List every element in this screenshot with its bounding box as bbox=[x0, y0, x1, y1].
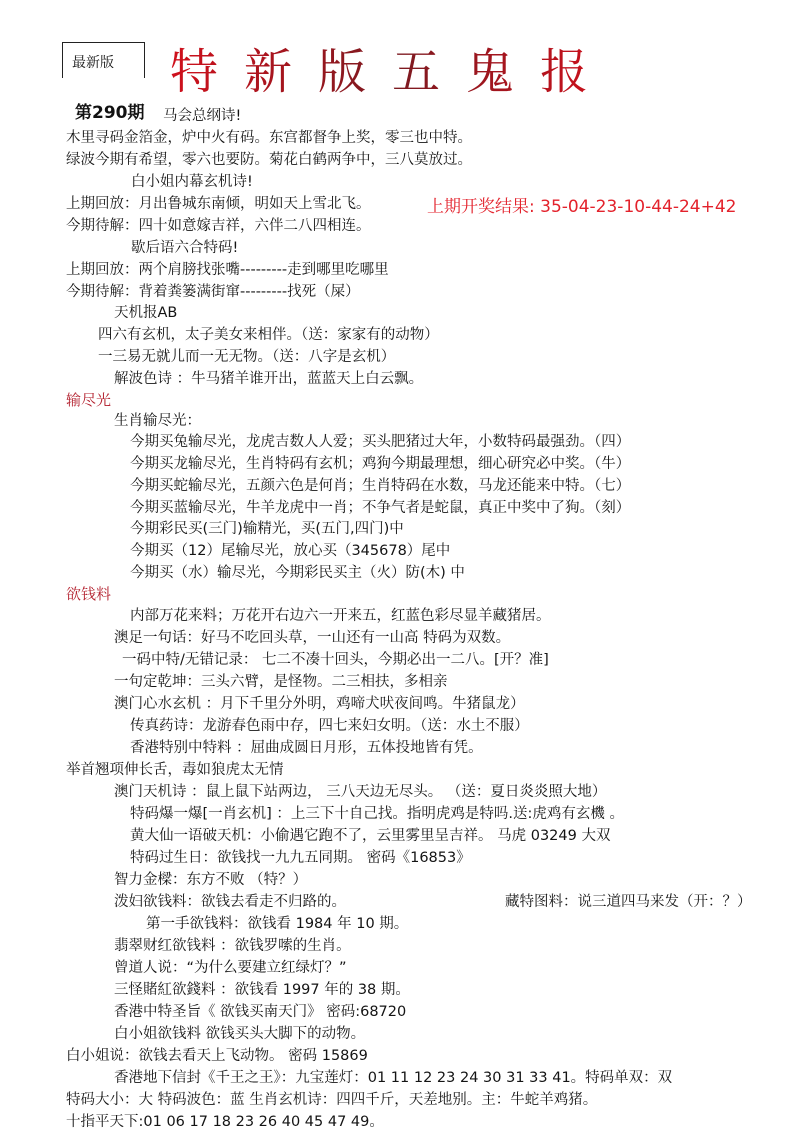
money-line: 十指平天下:01 06 17 18 23 26 40 45 47 49。 bbox=[66, 1114, 384, 1130]
last-result-label: 上期开奖结果: bbox=[427, 197, 535, 217]
lose-all-line: 今期买蛇输尽光，五颜六色是何肖；生肖特码在水数，马龙还能来中特。（七） bbox=[130, 478, 631, 494]
miss-bai-title: 白小姐内幕玄机诗! bbox=[131, 174, 253, 190]
money-line: 藏特图料：说三道四马来发（开：？） bbox=[505, 894, 752, 910]
page-title: 特新版五鬼报 bbox=[170, 44, 615, 100]
lose-all-line: 今期买（12）尾输尽光，放心买（345678）尾中 bbox=[130, 543, 451, 559]
tianji-line: 一三易无就儿而一无无物。（送：八字是玄机） bbox=[98, 349, 396, 365]
money-line: 举首翘项伸长舌，毒如狼虎太无情 bbox=[66, 762, 284, 778]
miss-bai-last-review: 上期回放：月出鲁城东南倾，明如天上雪北飞。 bbox=[66, 196, 371, 212]
money-line: 一码中特/无错记录： 七二不凑十回头，今期必出一二八。[开？准] bbox=[122, 652, 549, 668]
xiehouyu-last-review: 上期回放：两个肩膀找张嘴---------走到哪里吃哪里 bbox=[66, 262, 389, 278]
horse-poem-title: 马会总纲诗! bbox=[163, 108, 242, 124]
xiehouyu-title: 歇后语六合特码! bbox=[131, 240, 239, 256]
money-line: 澳足一句话：好马不吃回头草，一山还有一山高 特码为双数。 bbox=[114, 630, 511, 646]
money-line: 特码爆一爆[一肖玄机] ：上三下十自己找。指明虎鸡是特吗.送:虎鸡有玄機 。 bbox=[130, 806, 625, 822]
lose-all-line: 今期买蓝输尽光，牛羊龙虎中一肖；不争气者是蛇鼠，真正中奖中了狗。（刻） bbox=[130, 500, 631, 516]
money-line: 曾道人说：“为什么要建立红绿灯？” bbox=[114, 960, 347, 976]
tianji-title: 天机报AB bbox=[114, 305, 178, 321]
money-line: 特码大小：大 特码波色：蓝 生肖玄机诗：四四千斤，天差地别。主：牛蛇羊鸡猪。 bbox=[66, 1092, 598, 1108]
last-result-numbers: 35-04-23-10-44-24+42 bbox=[540, 197, 737, 217]
money-line: 香港中特圣旨《 欲钱买南天门》 密码:68720 bbox=[114, 1004, 407, 1020]
miss-bai-riddle: 今期待解：四十如意嫁吉祥，六伴二八四相连。 bbox=[66, 218, 371, 234]
money-line: 一句定乾坤：三头六臂，是怪物。二三相扶，多相亲 bbox=[114, 674, 448, 690]
money-line: 香港地下信封《千王之王》：九宝莲灯：01 11 12 23 24 30 31 33 41。特码单双：双 bbox=[114, 1070, 673, 1086]
money-line: 特码过生日：欲钱找一九九五同期。 密码《16853》 bbox=[130, 850, 471, 866]
money-line: 黄大仙一语破天机：小偷遇它跑不了，云里雾里呈吉祥。 马虎 03249 大双 bbox=[130, 828, 611, 844]
issue-number: 第290期 bbox=[75, 103, 145, 123]
tianji-line: 四六有玄机，太子美女来相伴。（送：家家有的动物） bbox=[98, 327, 439, 343]
money-line: 智力金樑：东方不败 （特？） bbox=[114, 872, 308, 888]
money-line: 白小姐说：欲钱去看天上飞动物。 密码 15869 bbox=[66, 1048, 368, 1064]
version-badge-label: 最新版 bbox=[72, 55, 114, 71]
money-line: 翡翠财红欲钱料 ：欲钱罗嗦的生肖。 bbox=[114, 938, 351, 954]
last-result bbox=[427, 192, 736, 217]
money-line: 泼妇欲钱料：欲钱去看走不归路的。 bbox=[114, 894, 346, 910]
money-heading: 欲钱料 bbox=[66, 585, 112, 603]
lose-all-heading: 输尽光 bbox=[66, 391, 112, 409]
horse-poem-line: 绿波今期有希望，零六也要防。菊花白鹤两争中，三八莫放过。 bbox=[66, 152, 472, 168]
money-line: 白小姐欲钱料 欲钱买头大脚下的动物。 bbox=[114, 1026, 366, 1042]
lose-all-line: 今期买（水）输尽光，今期彩民买主（火）防(木) 中 bbox=[130, 565, 465, 581]
lose-all-line: 今期买龙输尽光，生肖特码有玄机；鸡狗今期最理想，细心研究必中奖。（牛） bbox=[130, 456, 631, 472]
money-line: 传真药诗：龙游春色雨中存，四七来妇女明。（送：水土不服） bbox=[130, 718, 529, 734]
money-line: 香港特别中特料 ：屈曲成圆日月形，五体投地皆有凭。 bbox=[130, 740, 483, 756]
lose-all-subheading: 生肖输尽光： bbox=[114, 413, 201, 429]
money-line: 内部万花来料；万花开右边六一开来五，红蓝色彩尽显羊藏猪居。 bbox=[130, 608, 551, 624]
money-line: 三怪賭紅欲錢料 ：欲钱看 1997 年的 38 期。 bbox=[114, 982, 410, 998]
version-badge bbox=[62, 42, 145, 78]
horse-poem-line: 木里寻码金箔金，炉中火有码。东宫都督争上奖，零三也中特。 bbox=[66, 130, 472, 146]
xiehouyu-riddle: 今期待解：背着粪篓满街窜---------找死（屎） bbox=[66, 284, 360, 300]
money-line: 澳门心水玄机 ：月下千里分外明，鸡啼犬吠夜间鸣。牛猪鼠龙） bbox=[114, 696, 525, 712]
money-line: 第一手欲钱料：欲钱看 1984 年 10 期。 bbox=[146, 916, 409, 932]
tianji-line: 解波色诗 ：牛马猪羊谁开出，蓝蓝天上白云飘。 bbox=[114, 371, 424, 387]
lose-all-line: 今期彩民买(三门)输精光，买(五门,四门)中 bbox=[130, 521, 404, 537]
money-line: 澳门天机诗 ：鼠上鼠下站两边， 三八天边无尽头。 （送：夏日炎炎照大地） bbox=[114, 784, 607, 800]
lose-all-line: 今期买兔输尽光，龙虎吉数人人爱；买头肥猪过大年，小数特码最强劲。（四） bbox=[130, 434, 631, 450]
